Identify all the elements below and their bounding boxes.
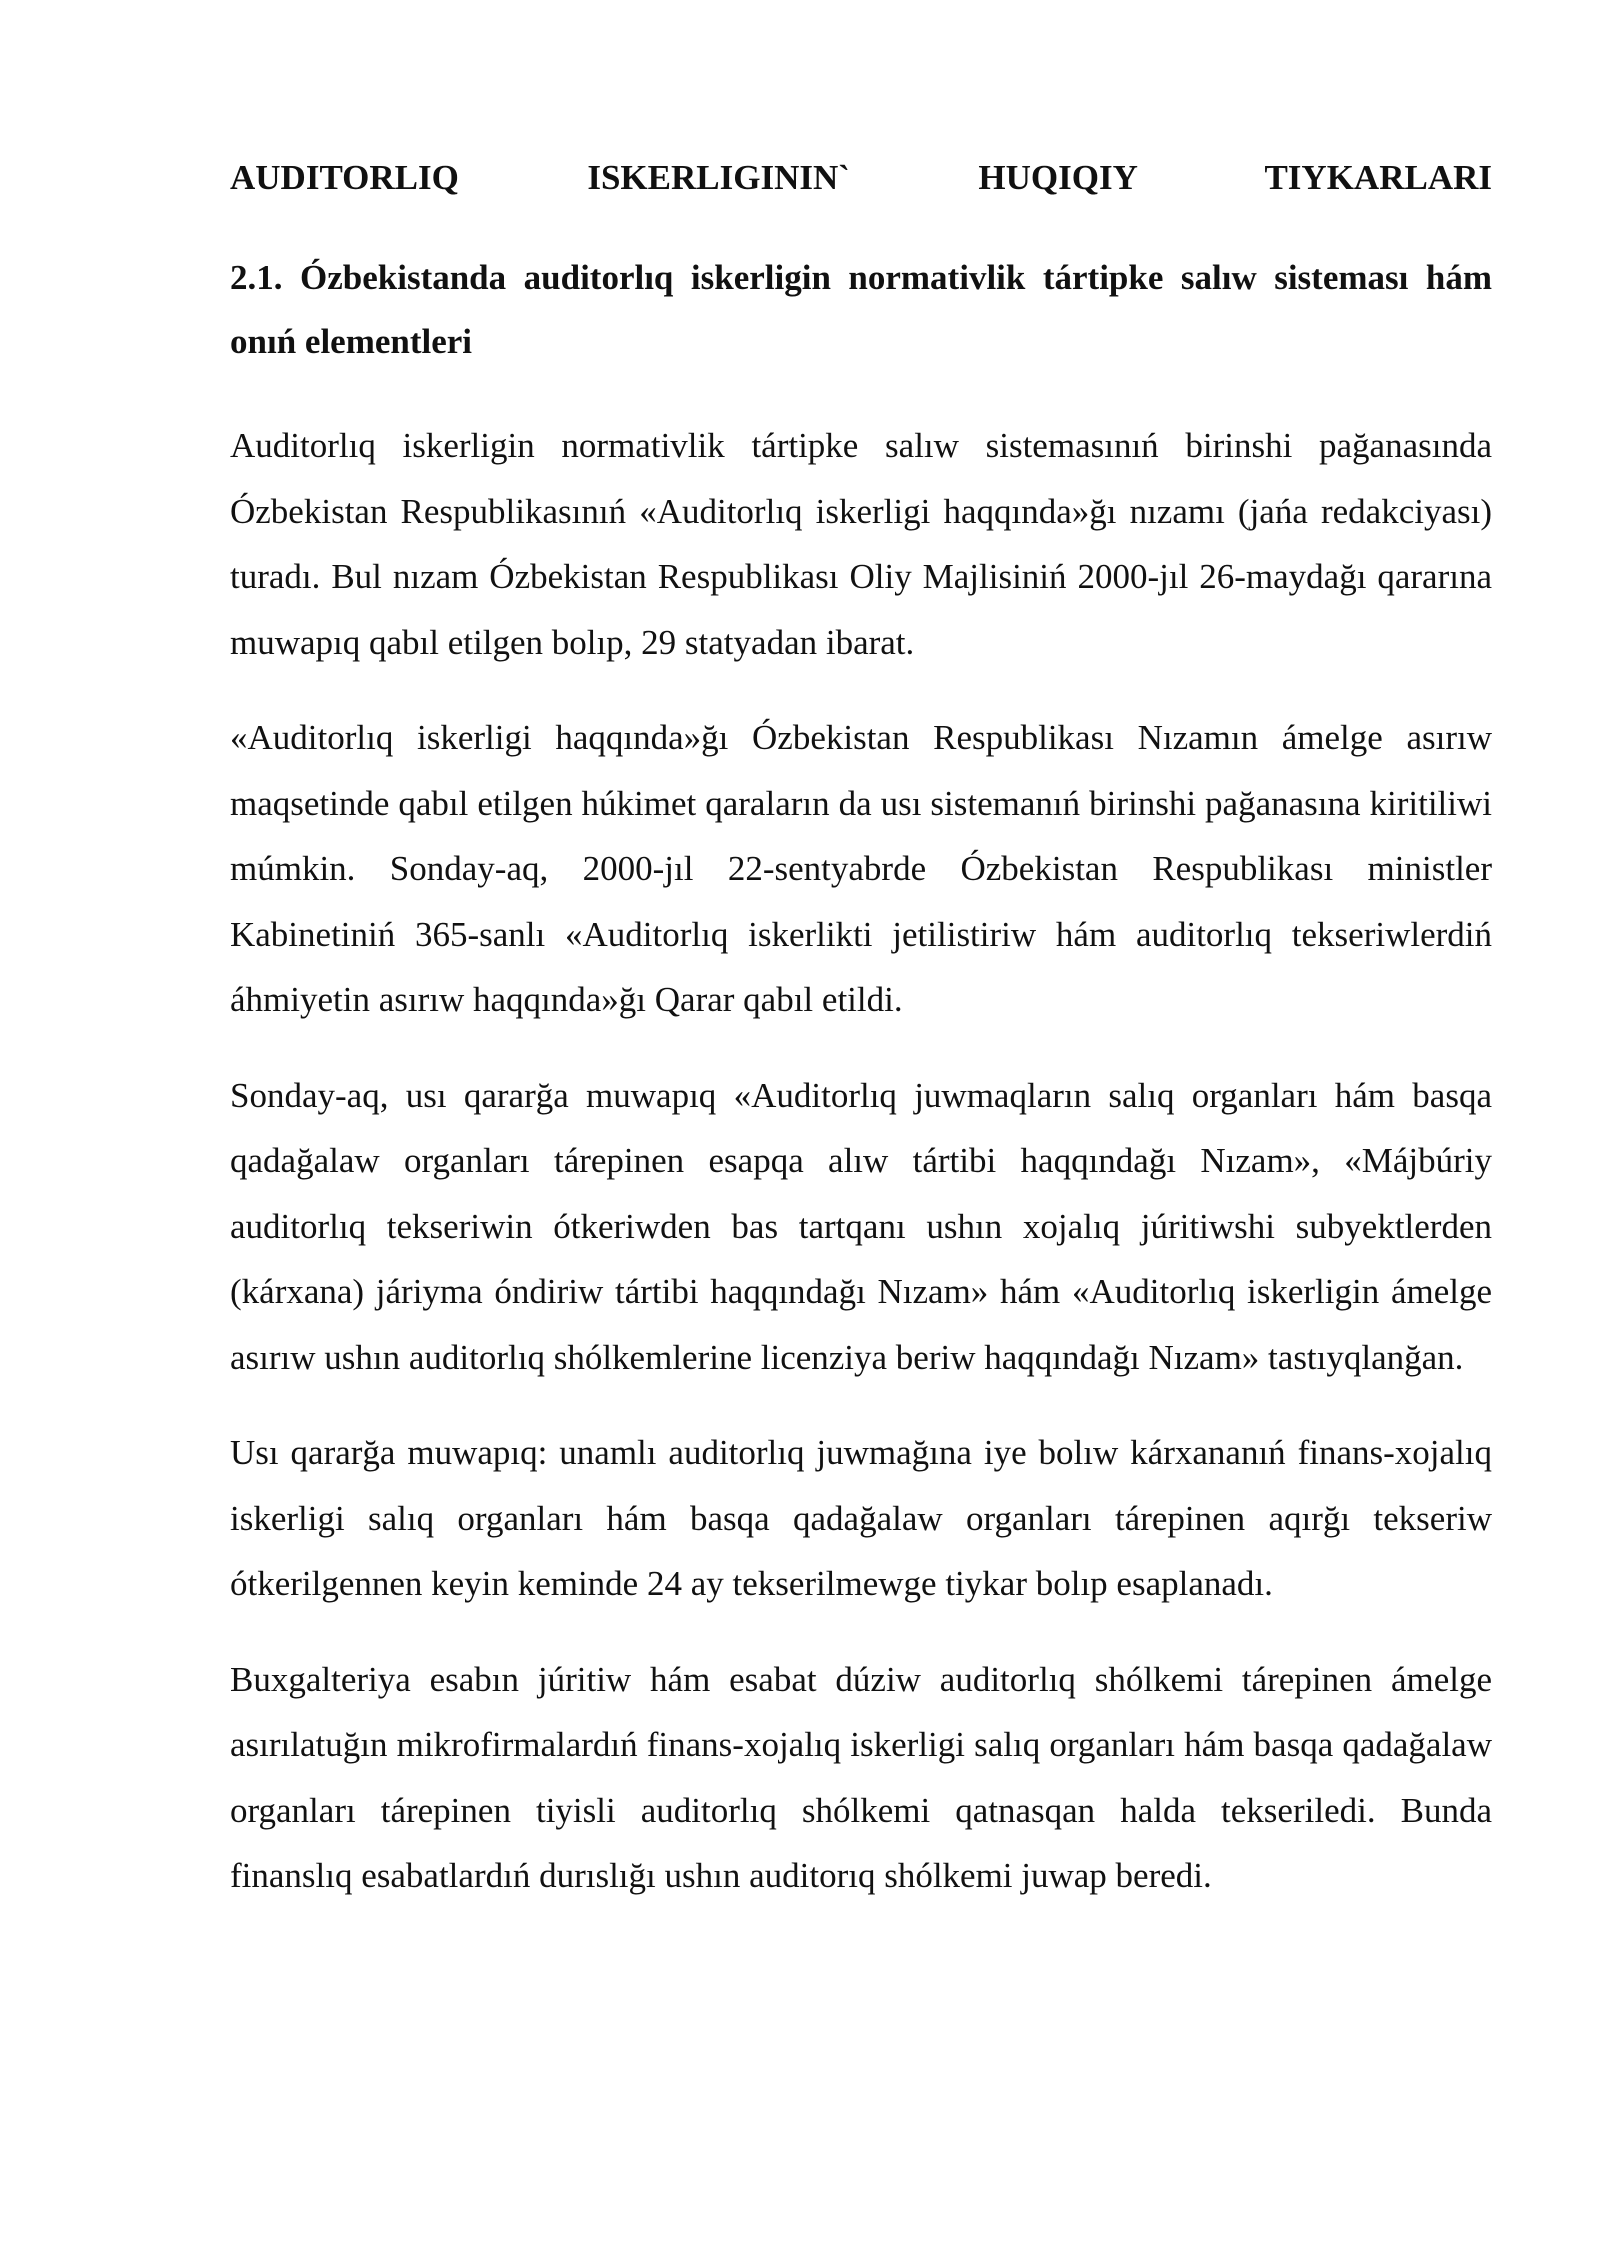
- paragraph-5: Buxgalteriya esabın júritiw hám esabat dúziw auditorlıq shólkemi tárepinen ámelge asırılatuğın mikrofirmalardıń finans-xojalıq iskerligi salıq organları hám basqa qadağalaw organları tárepinen tiyisli auditorlıq shólkemi qatnasqan halda tekseriledi. Bunda finanslıq esabatlardıń durıslığı ushın auditorıq shólkemi juwap beredi.: [230, 1659, 1492, 1895]
- paragraph-3: Sonday-aq, usı qararğa muwapıq «Auditorlıq juwmaqların salıq organları hám basqa qadağalaw organları tárepinen esapqa alıw tártibi haqqındağı Nızam», «Májbúriy auditorlıq tekseriwin ótkeriwden bas tartqanı ushın xojalıq júritiwshi subyektlerden (kárxana) járiyma óndiriw tártibi haqqındağı Nızam» hám «Auditorlıq iskerligin ámelge asırıw ushın auditorlıq shólkemlerine licenziya beriw haqqındağı Nızam» tastıyqlanğan.: [230, 1075, 1492, 1377]
- document-page: [230, 148, 1492, 1939]
- chapter-title: AUDITORLIQ ISKERLIGININ` HUQIQIY TIYKARLARI: [230, 158, 1492, 197]
- section-title: 2.1. Ózbekistanda auditorlıq iskerligin normativlik tártipke salıw sisteması hám onıń elementleri: [230, 258, 1492, 361]
- paragraph-4: Usı qararğa muwapıq: unamlı auditorlıq juwmağına iye bolıw kárxananıń finans-xojalıq iskerligi salıq organları hám basqa qadağalaw organları tárepinen aqırğı tekseriw ótkerilgennen keyin keminde 24 ay tekserilmewge tiykar bolıp esaplanadı.: [230, 1433, 1492, 1603]
- paragraph-2: «Auditorlıq iskerligi haqqında»ğı Ózbekistan Respublikası Nızamın ámelge asırıw maqsetinde qabıl etilgen húkimet qaraların da usı sistemanıń birinshi pağanasına kiritiliwi múmkin. Sonday-aq, 2000-jıl 22-sentyabrde Ózbekistan Respublikası ministler Kabinetiniń 365-sanlı «Auditorlıq iskerlikti jetilistiriw hám auditorlıq tekseriwlerdiń áhmiyetin asırıw haqqında»ğı Qarar qabıl etildi.: [230, 718, 1492, 1019]
- paragraph-1: Auditorlıq iskerligin normativlik tártipke salıw sistemasınıń birinshi pağanasında Ózbekistan Respublikasınıń «Auditorlıq iskerligi haqqında»ğı nızamı (jańa redakciyası) turadı. Bul nızam Ózbekistan Respublikası Oliy Majlisiniń 2000-jıl 26-maydağı qararına muwapıq qabıl etilgen bolıp, 29 statyadan ibarat.: [230, 426, 1492, 662]
